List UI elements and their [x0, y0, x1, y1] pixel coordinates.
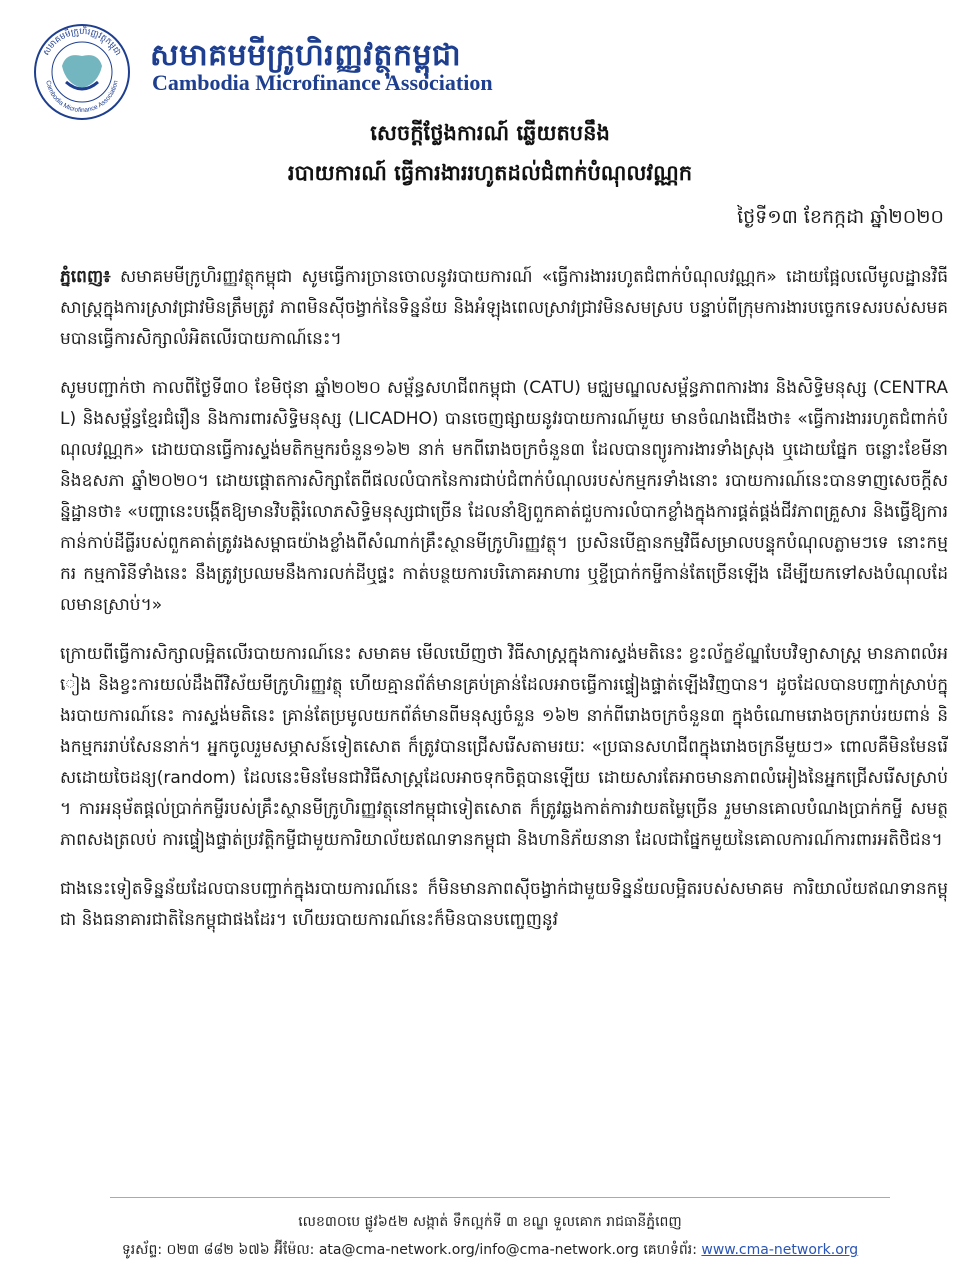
document-date: ថ្ងៃទី១៣ ខែកក្កដា ឆ្នាំ២០២០	[737, 206, 944, 228]
website-link[interactable]: www.cma-network.org	[701, 1242, 859, 1258]
paragraph-2: សូមបញ្ជាក់ថា កាលពីថ្ងៃទី៣០ ខែមិថុនា ឆ្នាំ២០២០ សម្ព័ន្ធសហជីពកម្ពុជា (CATU) មជ្ឈមណ្ឌលសម្ព័ន្ធភាពការងារ និងសិទ្ធិមនុស្ស (CENTRAL) និងសម្ព័ន្ធខ្មែរជំរឿន និងការពារសិទ្ធិមនុស្ស (LICADHO) បានចេញផ្សាយនូវរបាយការណ៍មួយ មានចំណងជើងថា៖ «ធ្វើការងាររហូតជំពាក់បំណុលវណ្ណក» ដោយបានធ្វើការស្ទង់មតិកម្មករចំនួន១៦២ នាក់ មកពីរោងចក្រចំនួន៣ ដែលបានព្យូរការងារទាំងស្រុង ឬដោយផ្នែក ចន្លោះខែមីនា និងឧសភា ឆ្នាំ២០២០។ ដោយផ្តោតការសិក្សាតែពីផលលំបាកនៃការជាប់ជំពាក់បំណុលរបស់កម្មករទាំងនោះ របាយការណ៍នេះបានទាញសេចក្តីសន្និដ្ឋានថា៖ «បញ្ហានេះបង្កើតឱ្យមានវិបត្តិរំលោភសិទ្ធិមនុស្សជាច្រើន ដែលនាំឱ្យពួកគាត់ជួបការលំបាកខ្លាំងក្នុងការផ្គត់ផ្គង់ជីវភាពគ្រួសារ និងធ្វើឱ្យការកាន់កាប់ដីធ្លីរបស់ពួកគាត់ត្រូវរងសម្ពាធយ៉ាងខ្លាំងពីសំណាក់គ្រឹះស្ថានមីក្រូហិរញ្ញវត្ថុ។ ប្រសិនបើគ្មានកម្មវិធីសម្រាលបន្ទុកបំណុលភ្លាមៗទេ នោះកម្មករ កម្មការិនីទាំងនេះ នឹងត្រូវប្រឈមនឹងការលក់ដីឬផ្ទះ កាត់បន្ថយការបរិភោគអាហារ ឬខ្ចីប្រាក់កម្ចីកាន់តែច្រើនឡើង ដើម្បីយកទៅសងបំណុលដែលមានស្រាប់។»	[60, 378, 948, 615]
footer-contact	[0, 1240, 980, 1261]
cma-logo	[32, 22, 132, 122]
org-name-english: Cambodia Microfinance Association	[152, 70, 493, 95]
statement-body	[60, 262, 948, 1192]
logo-ring-kh: សមាគមមីក្រូហិរញ្ញវត្ថុកម្ពុជា	[41, 26, 123, 58]
document-title-line-1: សេចក្តីថ្លែងការណ៍ ឆ្លើយតបនឹង	[370, 121, 610, 145]
org-name-khmer: សមាគមមីក្រូហិរញ្ញវត្ថុកម្ពុជា	[150, 38, 462, 73]
paragraph-1-text: សមាគមមីក្រូហិរញ្ញវត្ថុកម្ពុជា សូមធ្វើការច្រានចោលនូវរបាយការណ៍ «ធ្វើការងាររហូតជំពាក់បំណុលវណ្ណក» ដោយផ្អែលលើមូលដ្ឋានវិធីសាស្រ្តក្នុងការស្រាវជ្រាវមិនត្រឹមត្រូវ ភាពមិនស៊ីចង្វាក់នៃទិន្នន័យ និងអំឡុងពេលស្រាវជ្រាវមិនសមស្រប បន្ទាប់ពីក្រុមការងារបច្ចេកទេសរបស់សមគមបានធ្វើការសិក្សាលំអិតលើរបាយកាណ៍នេះ។	[60, 267, 948, 349]
letterhead	[0, 0, 980, 115]
dateline: ភ្នំពេញ៖	[60, 267, 111, 287]
footer-address: លេខ៣០បេ ផ្លូវ៦៥២ សង្កាត់ ទឹកល្អក់ទី ៣ ខណ្ឌ ទួលគោក រាជធានីភ្នំពេញ	[298, 1214, 682, 1230]
footer-contact-text: ទូរស័ព្ទ: ០២៣ ៨៨២ ៦៧៦ អ៊ីម៉ែល: ata@cma-network.org/info@cma-network.org គេហទំព័រ:	[121, 1242, 702, 1258]
paragraph-4: ជាងនេះទៀតទិន្នន័យដែលបានបញ្ជាក់ក្នុងរបាយការណ៍នេះ ក៏មិនមានភាពស៊ីចង្វាក់ជាមួយទិន្នន័យលម្អិតរបស់សមាគម ការិយាល័យឥណទានកម្ពុជា និងធនាគារជាតិនៃកម្ពុជាផងដែរ។ ហើយរបាយការណ៍នេះក៏មិនបានបញ្ចេញនូវ	[60, 879, 948, 930]
logo-ring-en: Cambodia Microfinance Association	[44, 79, 120, 115]
document-title-line-2: របាយការណ៍ ធ្វើការងាររហូតដល់ជំពាក់បំណុលវណ្ណក	[287, 161, 693, 185]
paragraph-1	[60, 262, 948, 355]
paragraph-3: ក្រោយពីធ្វើការសិក្សាលម្អិតលើរបាយការណ៍នេះ សមាគម មើលឃើញថា វិធីសាស្ត្រក្នុងការស្ទង់មតិនេះ ខ្វះល័ក្ខខ័ណ្ឌបែបវិទ្យាសាស្ត្រ មានភាពលំអៀង និងខ្វះការយល់ដឹងពីវិស័យមីក្រូហិរញ្ញវត្ថុ ហើយគ្មានព័ត៌មានគ្រប់គ្រាន់ដែលអាចធ្វើការផ្ទៀងផ្ទាត់ឡើងវិញបាន។ ដូចដែលបានបញ្ជាក់ស្រាប់ក្នុងរបាយការណ៍នេះ ការស្ទង់មតិនេះ គ្រាន់តែប្រមូលយកព័ត៌មានពីមនុស្សចំនួន ១៦២ នាក់ពីរោងចក្រចំនួន៣ ក្នុងចំណោមរោងចក្ររាប់រយពាន់ និងកម្មកររាប់សែននាក់។ អ្នកចូលរួមសម្ភាសន៍ទៀតសោត ក៏ត្រូវបានជ្រើសរើសតាមរយៈ «ប្រធានសហជីពក្នុងរោងចក្រនីមួយៗ» ពោលគឺមិនមែនរើសដោយចៃដន្យ(random) ដែលនេះមិនមែនជាវិធីសាស្រ្តដែលអាចទុកចិត្តបានឡើយ ដោយសារតែអាចមានភាពលំអៀងនៃអ្នកជ្រើសរើសស្រាប់។ ការអនុម័តផ្តល់ប្រាក់កម្ចីរបស់គ្រឹះស្ថានមីក្រូហិរញ្ញវត្ថុនៅកម្ពុជាទៀតសោត ក៏ត្រូវឆ្លងកាត់ការវាយតម្លៃច្រើន រួមមានគោលបំណងប្រាក់កម្ចី សមត្ថភាពសងត្រលប់ ការផ្ទៀងផ្ទាត់ប្រវត្តិកម្ចីជាមួយការិយាល័យឥណទានកម្ពុជា និងហានិភ័យនានា ដែលជាផ្នែកមួយនៃគោលការណ៍ការពារអតិថិជន។	[60, 644, 948, 850]
footer-divider	[110, 1197, 890, 1198]
